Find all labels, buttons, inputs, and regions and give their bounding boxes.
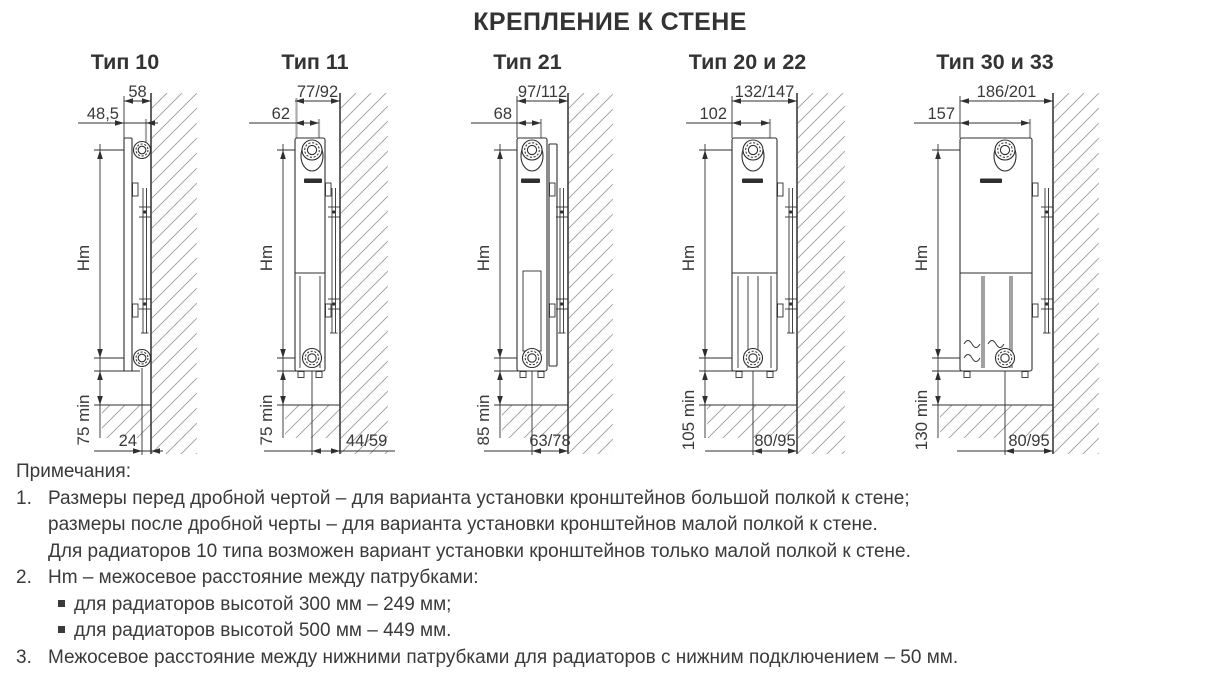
dim-floor-label: 75 min: [257, 394, 276, 446]
dim-floor-label: 75 min: [74, 394, 93, 446]
radiator-body: [124, 138, 132, 371]
wall-bracket: [1033, 183, 1054, 333]
dimension-arrow: [97, 349, 103, 358]
dimension-arrow: [280, 349, 286, 358]
radiator-diagram-t21: [440, 83, 615, 464]
notes-heading: Примечания:: [16, 461, 131, 482]
dimension-arrow: [280, 396, 286, 405]
notes-section: [16, 459, 1212, 671]
dimension-arrow: [517, 120, 526, 126]
dimension-arrow: [761, 120, 770, 126]
dimension-arrow: [935, 150, 941, 159]
dimension-arrow: [935, 349, 941, 358]
radiator-body: [295, 138, 325, 378]
dim-bottom-label: 44/59: [346, 432, 388, 450]
dimension-arrow: [935, 396, 941, 405]
radiator-diagram-t2022: [650, 83, 845, 464]
radiator-diagram-t11: [235, 83, 395, 464]
note-line: Для радиаторов 10 типа возможен вариант установки кронштейнов только малой полкой к стене.: [48, 540, 911, 562]
radiator-diagram-t3033: [890, 83, 1100, 464]
note-number: 3.: [16, 646, 32, 668]
bullet-square-icon: [58, 600, 65, 607]
dim-floor-label: 130 min: [912, 389, 931, 451]
dim-hm-label: Hm: [912, 244, 931, 272]
note-number: 2.: [16, 567, 32, 588]
radiator-body: [732, 138, 777, 378]
dim-hm-label: Hm: [257, 244, 276, 272]
dimension-arrow: [310, 120, 319, 126]
dim-axis-label: 48,5: [86, 105, 119, 123]
dim-axis-label: 157: [927, 105, 955, 123]
dim-hm-label: Hm: [679, 244, 698, 272]
dim-total-label: 77/92: [296, 83, 339, 101]
dim-hm-label: Hm: [74, 244, 93, 272]
wall-bracket: [133, 183, 152, 333]
dimension-arrow: [1021, 120, 1030, 126]
dimension-arrow: [702, 396, 708, 405]
dimension-arrow: [497, 349, 503, 358]
note-item-2: [16, 565, 1212, 645]
dim-floor-label: 105 min: [679, 389, 698, 451]
dimension-arrow: [960, 98, 969, 104]
dim-bottom-label: 63/78: [529, 432, 571, 450]
dimension-arrow: [732, 120, 741, 126]
diagram-title-t2022: Тип 20 и 22: [688, 50, 807, 74]
dim-bottom-label: 80/95: [754, 432, 796, 450]
dimension-arrow: [331, 448, 340, 454]
dimension-arrow: [97, 150, 103, 159]
dimension-arrow: [280, 150, 286, 159]
dimension-arrow: [97, 371, 103, 380]
dimension-arrow: [702, 349, 708, 358]
note-line: размеры после дробной черты – для варианта установки кронштейнов малой полкой к стене.: [48, 514, 878, 535]
dim-bottom-label: 80/95: [1008, 432, 1050, 450]
dimension-arrow: [280, 371, 286, 380]
dimension-arrow: [702, 150, 708, 159]
dimension-arrow: [935, 371, 941, 380]
dim-hm-label: Hm: [474, 244, 493, 272]
note-bullet-text: для радиаторов высотой 300 мм – 249 мм;: [74, 593, 452, 615]
dim-total-label: 186/201: [976, 83, 1037, 101]
dimension-arrow: [1044, 98, 1053, 104]
radiator-diagram-t10: [50, 83, 200, 464]
note-line: Размеры перед дробной чертой – для варианта установки кронштейнов большой полкой к стене;: [48, 487, 910, 509]
diagram-title-t11: Тип 11: [281, 50, 349, 74]
dim-floor-label: 85 min: [474, 394, 493, 446]
dimension-arrow: [312, 448, 321, 454]
dimension-arrow: [532, 120, 541, 126]
note-bullet-line: [56, 618, 479, 645]
dimension-arrow: [497, 150, 503, 159]
dim-axis-label: 62: [271, 105, 290, 123]
dim-total-label: 132/147: [734, 83, 795, 101]
diagram-title-t3033: Тип 30 и 33: [936, 50, 1054, 74]
diagram-title-t21: Тип 21: [493, 50, 562, 74]
wall-bracket: [778, 183, 798, 333]
note-bullet-line: [56, 592, 479, 619]
bullet-square-icon: [58, 626, 65, 633]
dimension-arrow: [702, 371, 708, 380]
dimensions: [74, 83, 163, 454]
note-item-1: [16, 486, 1212, 566]
dim-total-label: 58: [128, 83, 147, 101]
dimension-arrow: [97, 396, 103, 405]
dim-axis-label: 68: [493, 105, 512, 123]
dim-axis-label: 102: [699, 105, 727, 123]
dim-total-label: 97/112: [517, 83, 568, 101]
wall-bracket: [326, 183, 341, 333]
dimension-arrow: [960, 120, 969, 126]
dimension-arrow: [497, 371, 503, 380]
diagram-title-t10: Тип 10: [90, 50, 160, 74]
note-line: Hm – межосевое расстояние между патрубками:: [48, 567, 479, 588]
note-line: Межосевое расстояние между нижними патрубками для радиаторов с нижним подключением – 50 мм.: [48, 646, 959, 668]
dim-bottom-label: 24: [118, 432, 137, 450]
note-bullet-text: для радиаторов высотой 500 мм – 449 мм.: [74, 620, 452, 641]
dimension-arrow: [497, 396, 503, 405]
page-title: КРЕПЛЕНИЕ К СТЕНЕ: [473, 8, 747, 36]
radiator-body: [960, 138, 1032, 378]
note-item-3: [16, 645, 1212, 672]
radiator-body: [517, 138, 557, 378]
note-number: 1.: [16, 487, 32, 509]
